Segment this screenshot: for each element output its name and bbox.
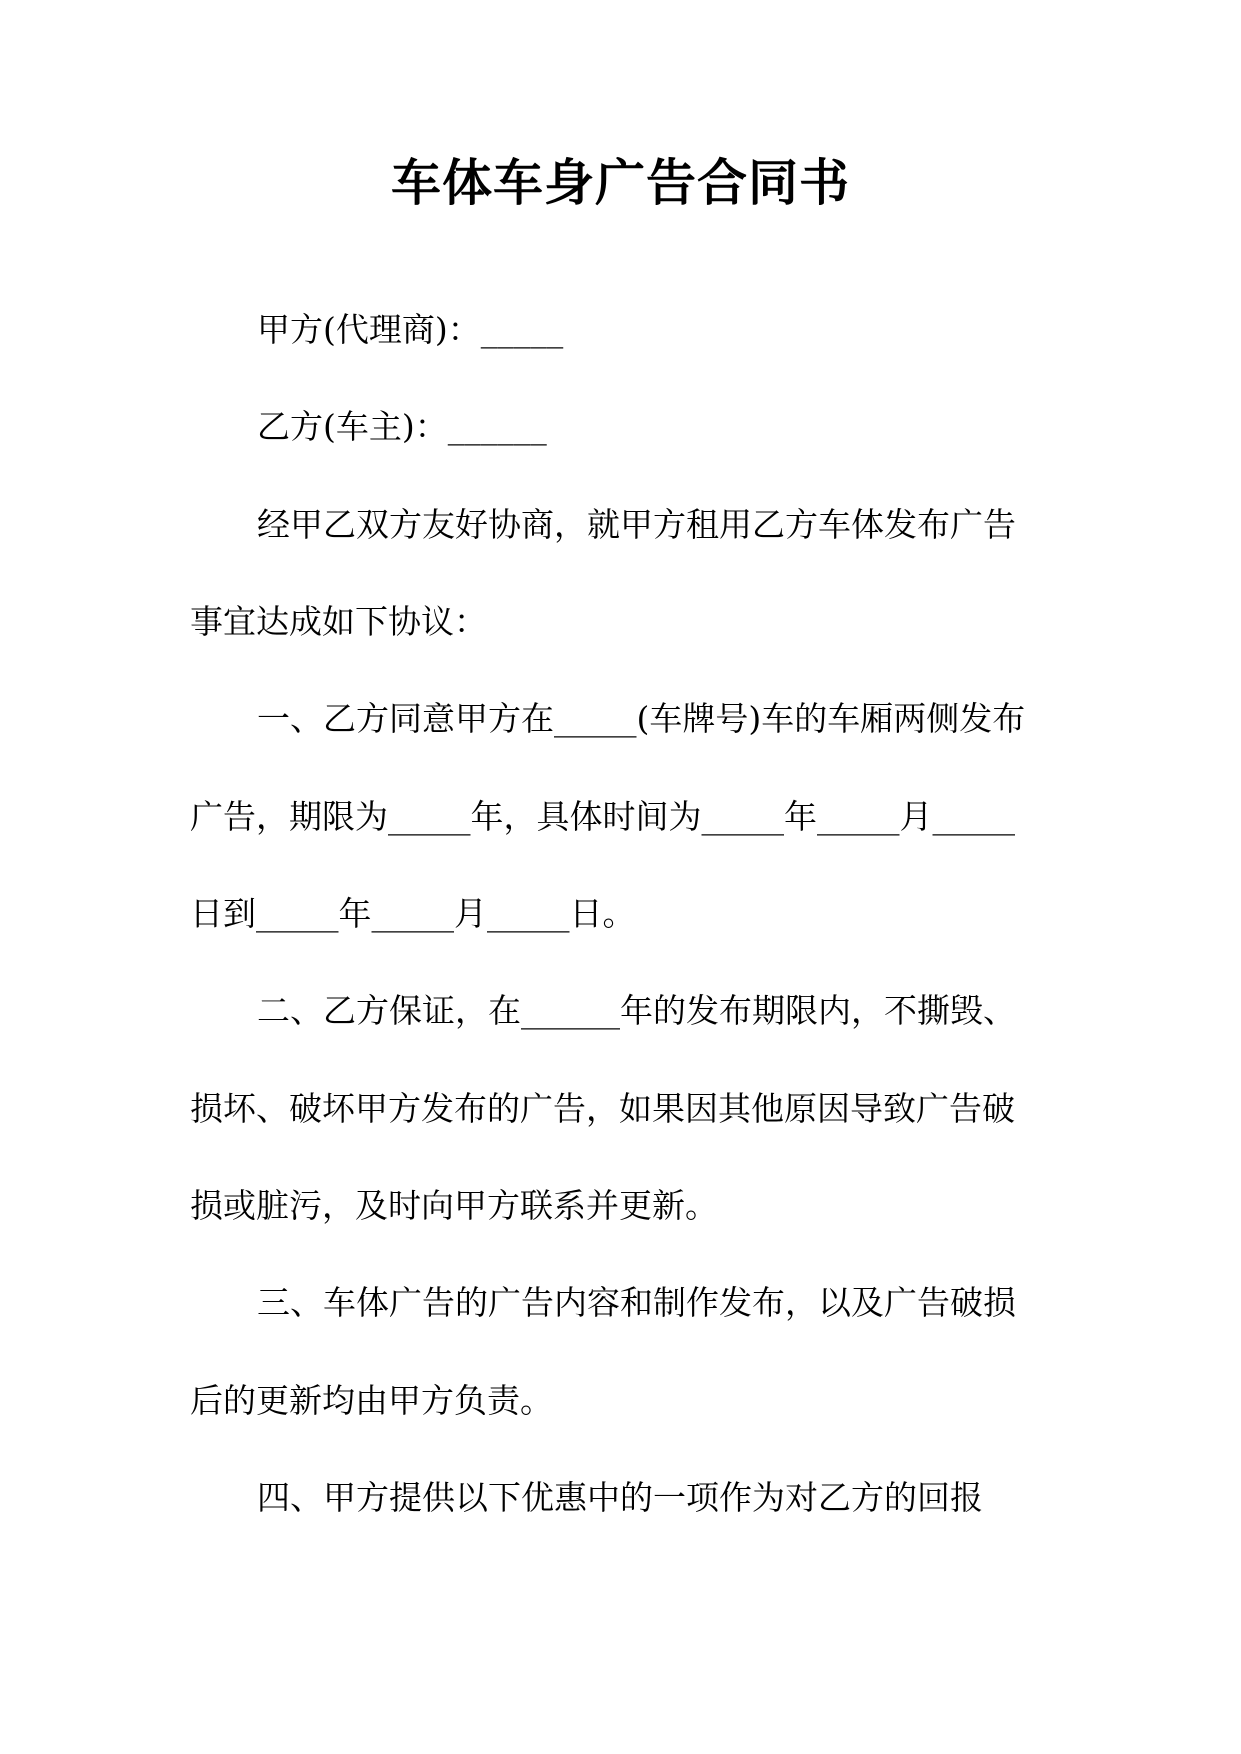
clause-4-line-1: 四、甲方提供以下优惠中的一项作为对乙方的回报 bbox=[257, 1478, 983, 1517]
clause-3-line-1: 三、车体广告的广告内容和制作发布，以及广告破损 bbox=[257, 1283, 1016, 1322]
clause-1-line-2: 广告，期限为_____年，具体时间为_____年_____月_____ bbox=[190, 797, 1015, 836]
preamble-line-2: 事宜达成如下协议： bbox=[190, 602, 487, 641]
clause-1-line-1: 一、乙方同意甲方在_____(车牌号)车的车厢两侧发布 bbox=[257, 699, 1026, 738]
clause-3-line-2: 后的更新均由甲方负责。 bbox=[190, 1381, 553, 1420]
preamble-line-1: 经甲乙双方友好协商，就甲方租用乙方车体发布广告 bbox=[257, 505, 1016, 544]
clause-2-line-3: 损或脏污，及时向甲方联系并更新。 bbox=[190, 1186, 718, 1225]
party-a-line: 甲方(代理商)：_____ bbox=[257, 310, 564, 349]
party-b-line: 乙方(车主)：______ bbox=[257, 407, 547, 446]
clause-2-line-1: 二、乙方保证，在______年的发布期限内，不撕毁、 bbox=[257, 991, 1016, 1030]
clause-1-line-3: 日到_____年_____月_____日。 bbox=[190, 894, 636, 933]
document-title: 车体车身广告合同书 bbox=[391, 154, 850, 212]
clause-2-line-2: 损坏、破坏甲方发布的广告，如果因其他原因导致广告破 bbox=[190, 1089, 1015, 1128]
